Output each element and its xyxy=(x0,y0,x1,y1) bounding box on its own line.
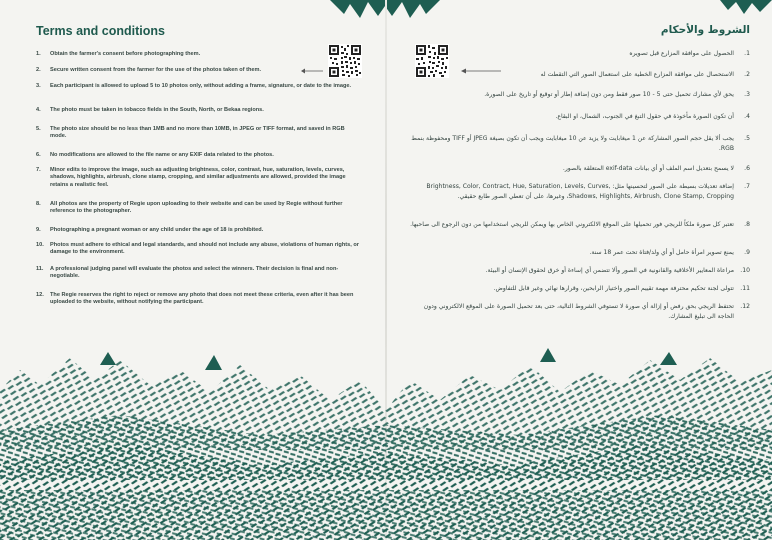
list-item: 10. Photos must adhere to ethical and legal standards, and should not include any abuse, violations of human rights, or damage to the environment. xyxy=(36,242,359,256)
top-right-decoration-icon xyxy=(720,0,772,20)
qr-code-icon xyxy=(328,44,362,78)
list-item: 6. No modifications are allowed to the file name or any EXIF data related to the photos. xyxy=(36,152,274,158)
list-item: .6 لا يسمح بتعديل اسم الملف أو أي بيانات exif-data المتعلقة بالصور. xyxy=(562,165,750,172)
list-item: .3 يحق لأي مشارك تحميل حتى 5 - 10 صور فقط ومن دون إضافة إطار أو توقيع أو تاريخ على الصورة. xyxy=(484,91,750,98)
list-item: 12. The Regie reserves the right to reject or remove any photo that does not meet these criteria, even after it has been uploaded to the website, without notifying the participant. xyxy=(36,292,354,306)
list-item: 9. Photographing a pregnant woman or any child under the age of 18 is prohibited. xyxy=(36,227,264,233)
list-item: .2 الاستحصال على موافقة المزارع الخطية على استعمال الصور التي التقطت له xyxy=(540,71,750,78)
list-item: 2. Secure written consent from the farmer for the use of the photos taken of them. xyxy=(36,67,262,73)
list-item: .8 تعتبر كل صورة ملكاً للريجي فور تحميلها على الموقع الالكتروني الخاص بها ويمكن للريجي استخدامها من دون الرجوع الى صاحبها. xyxy=(410,221,750,228)
list-item: 3. Each participant is allowed to upload 5 to 10 photos only, without adding a frame, signature, or date to the image. xyxy=(36,83,352,89)
list-item: .5 يجب ألا يقل حجم الصور المشاركة عن 1 ميغابايت ولا يزيد عن 10 ميغابايت ويجب أن تكون بصيغة JPEG أو TIFF ومحفوظة بنمط RGB. xyxy=(411,135,750,152)
tobacco-landscape-illustration xyxy=(0,330,772,540)
list-item: .12 تحتفظ الريجي بحق رفض أو إزالة أي صورة لا تستوفي الشروط التالية، حتى بعد تحميل الصورة على الموقع الالكتروني ودون الحاجة الى تبليغ المشارك. xyxy=(423,303,750,320)
list-item: 4. The photo must be taken in tobacco fields in the South, North, or Bekaa regions. xyxy=(36,107,264,113)
arabic-terms-list xyxy=(408,49,750,324)
english-terms xyxy=(36,24,362,310)
list-item: 1. Obtain the farmer's consent before photographing them. xyxy=(36,51,201,57)
list-item: .1 الحصول على موافقة المزارع قبل تصويره xyxy=(629,50,750,57)
english-title: Terms and conditions xyxy=(36,24,165,38)
list-item: 8. All photos are the property of Regie upon uploading to their website and can be used by Regie without further reference to the photographer. xyxy=(36,201,343,215)
arabic-terms xyxy=(408,24,750,324)
list-item: .4 أن تكون الصورة مأخوذة في حقول التبغ في الجنوب، الشمال، او البقاع. xyxy=(555,113,750,120)
list-item: .9 يمنع تصوير امرأة حامل أو أي ولد/فتاة تحت عمر 18 سنة. xyxy=(589,249,750,256)
qr-code-english[interactable] xyxy=(328,44,362,78)
english-terms-list xyxy=(36,51,362,310)
arabic-title: الشروط والأحكام xyxy=(660,24,750,36)
list-item: .7 إضافة تعديلات بسيطة على الصور لتحسينها مثل: Brightness, Color, Contract, Hue, Saturation, Levels, Curves, Shadows, Highlights, Airbrush, Clone Stamp, Cropping، وغيرها، على أن تعطي الصور طابع حقيقي. xyxy=(426,183,750,200)
list-item: .11 تتولى لجنة تحكيم محترفة مهمة تقييم الصور واختيار الرابحين، وقرارها نهائي وغير قابل للتفاوض. xyxy=(493,285,750,292)
list-item: 7. Minor edits to improve the image, such as adjusting brightness, color, contrast, hue, saturation, levels, curves, shadows, highlights, airbrush, clone stamp, cropping, and similar adjustments are allowed, provided the image retains a realistic feel. xyxy=(36,167,346,188)
list-item: 5. The photo size should be no less than 1MB and no more than 10MB, in JPEG or TIFF format, and saved in RGB mode. xyxy=(36,126,345,140)
list-item: .10 مراعاة المعايير الأخلاقية والقانونية في الصور وألا تتضمن أي إساءة أو خرق لحقوق الإنسان أو البيئة. xyxy=(485,267,750,274)
list-item: 11. A professional judging panel will evaluate the photos and select the winners. Their decision is final and non-negotiable. xyxy=(36,266,339,280)
arrow-left-icon xyxy=(301,68,323,74)
